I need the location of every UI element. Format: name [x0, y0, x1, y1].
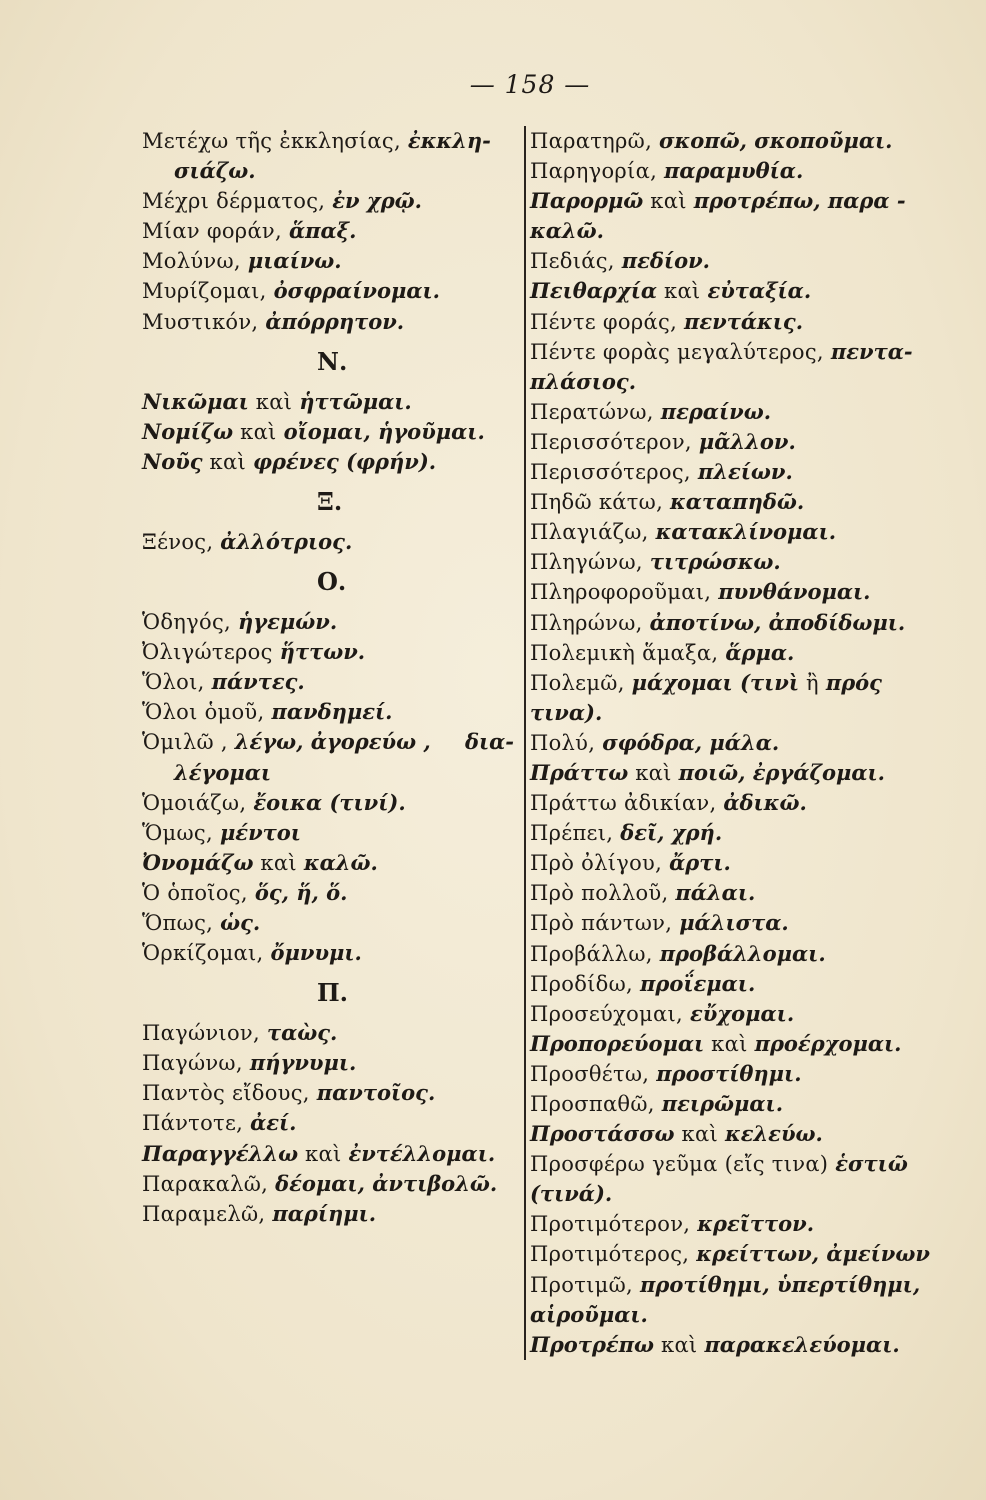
modern-term: Πράττω ἀδικίαν,	[530, 791, 724, 816]
ancient-equivalent: Νικῶμαι	[142, 388, 249, 414]
ancient-equivalent: μιαίνω.	[247, 248, 342, 274]
ancient-equivalent: καλῶ.	[303, 849, 378, 875]
dictionary-entry	[526, 547, 906, 577]
dictionary-entry	[142, 186, 514, 216]
section-letter: Π.	[317, 978, 349, 1008]
connector-word: καὶ	[248, 389, 300, 414]
dictionary-entry	[526, 1270, 921, 1300]
dictionary-entry	[526, 1059, 906, 1089]
dictionary-entry	[526, 427, 906, 457]
ancient-equivalent: περαίνω.	[660, 398, 772, 424]
dictionary-entry	[526, 1209, 906, 1239]
ancient-equivalent: φρένες (φρήν).	[252, 448, 437, 474]
dictionary-entry	[142, 307, 514, 337]
modern-term: Παγώνω,	[142, 1051, 250, 1076]
ancient-equivalent: ὅς, ἥ, ὅ.	[254, 879, 348, 905]
ancient-equivalent: ἀλλότριος.	[220, 528, 353, 554]
dictionary-entry	[526, 969, 906, 999]
dictionary-entry	[526, 728, 906, 758]
ancient-equivalent: καλῶ.	[530, 218, 604, 244]
modern-term: Πάντοτε,	[142, 1111, 251, 1136]
entry-continuation	[142, 156, 514, 186]
entry-continuation	[526, 698, 906, 728]
ancient-equivalent: μᾶλλον.	[698, 428, 796, 454]
ancient-equivalent: πανδημεί.	[271, 699, 393, 725]
modern-term: Ὅλοι,	[142, 670, 212, 695]
dictionary-entry	[142, 246, 514, 276]
ancient-equivalent: παντοῖος.	[316, 1080, 436, 1106]
ancient-equivalent: κρείττων, ἀμείνων	[696, 1241, 930, 1267]
dictionary-entry	[526, 1239, 930, 1269]
ancient-equivalent: πεντα-	[830, 338, 913, 364]
ancient-equivalent: δέομαι, ἀντιβολῶ.	[275, 1170, 498, 1196]
connector-word: καὶ	[628, 760, 679, 785]
ancient-equivalent: ταὼς.	[266, 1020, 338, 1046]
dictionary-entry	[526, 939, 906, 969]
connector-word: καὶ	[253, 850, 304, 875]
dictionary-entry	[526, 1089, 906, 1119]
modern-term: Μίαν φοράν,	[142, 219, 289, 244]
modern-term: Πληροφοροῦμαι,	[530, 580, 719, 605]
ancient-equivalent: Νοῦς	[142, 448, 203, 474]
dictionary-entry	[142, 417, 514, 447]
dictionary-entry	[526, 608, 906, 638]
dictionary-entry	[142, 527, 514, 557]
dictionary-entry	[142, 126, 514, 156]
dictionary-entry	[142, 848, 514, 878]
ancient-equivalent: Προτρέπω	[530, 1331, 655, 1357]
ancient-equivalent: ἐκκλη-	[407, 128, 491, 153]
ancient-equivalent: προτίθημι, ὑπερτίθημι,	[639, 1271, 921, 1297]
dictionary-entry	[142, 276, 514, 306]
ancient-equivalent: δεῖ, χρή.	[620, 820, 723, 846]
dictionary-entry	[526, 878, 906, 908]
ancient-equivalent: ἡγεμών.	[237, 609, 338, 635]
modern-term: Ὅλοι ὁμοῦ,	[142, 700, 272, 725]
ancient-equivalent: παραμυθία.	[664, 158, 804, 184]
modern-term: Περισσότερον,	[530, 429, 699, 454]
ancient-equivalent: Πειθαρχία	[530, 278, 658, 304]
dictionary-entry	[142, 1139, 514, 1169]
modern-term: Προσφέρω γεῦμα (εἴς τινα)	[530, 1152, 836, 1177]
left-column	[142, 126, 514, 1229]
ancient-equivalent: ἀπόρρητον.	[265, 308, 405, 334]
modern-term: Προτιμότερος,	[530, 1242, 697, 1267]
ancient-equivalent: κελεύω.	[724, 1121, 823, 1147]
dictionary-entry	[142, 938, 514, 968]
modern-term: Παρηγορία,	[530, 159, 665, 184]
ancient-equivalent: ἐντέλλομαι.	[348, 1140, 496, 1166]
dictionary-entry	[526, 517, 906, 547]
ancient-equivalent: εὐταξία.	[707, 278, 812, 304]
ancient-equivalent: οἴομαι, ἡγοῦμαι.	[283, 418, 485, 444]
dictionary-entry	[142, 667, 514, 697]
ancient-equivalent: ἥττων.	[279, 639, 366, 665]
ancient-equivalent: τιτρώσκω.	[649, 549, 781, 575]
dictionary-entry	[142, 1169, 514, 1199]
modern-term: Παρατηρῶ,	[530, 129, 660, 153]
modern-term: Προσεύχομαι,	[530, 1001, 690, 1026]
modern-term: Ὅπως,	[142, 910, 221, 935]
ancient-equivalent: ἄρτι.	[669, 850, 731, 876]
ancient-hyphenation: δια-	[464, 729, 514, 755]
ancient-equivalent: μάλιστα.	[679, 910, 789, 936]
ancient-equivalent: λέγω, ἀγορεύω ,	[234, 729, 431, 755]
dictionary-entry	[526, 758, 906, 788]
dictionary-entry	[142, 788, 514, 818]
ancient-equivalent: αἱροῦμαι.	[530, 1301, 648, 1327]
connector-word: καὶ	[674, 1122, 725, 1147]
ancient-equivalent: ἅπαξ.	[288, 218, 357, 244]
ancient-equivalent: πρός	[825, 669, 882, 695]
dictionary-entry	[526, 186, 906, 216]
modern-term: Μέχρι δέρματος,	[142, 189, 333, 214]
ancient-equivalent: ὀσφραίνομαι.	[273, 278, 440, 304]
dictionary-entry	[526, 1330, 906, 1360]
ancient-equivalent: Ὀνομάζω	[142, 849, 254, 875]
section-letter: Ξ.	[317, 486, 343, 516]
ancient-equivalent: Παραγγέλλω	[142, 1140, 299, 1166]
ancient-equivalent: πήγνυμι.	[249, 1050, 357, 1076]
modern-term: Ὁμοιάζω,	[142, 790, 254, 815]
dictionary-entry	[142, 1048, 514, 1078]
dictionary-entry	[142, 1018, 514, 1048]
ancient-equivalent: πάλαι.	[675, 880, 756, 906]
entry-continuation	[526, 367, 906, 397]
modern-term: Μυρίζομαι,	[142, 279, 274, 304]
dictionary-entry	[142, 637, 514, 667]
ancient-equivalent: κατακλίνομαι.	[655, 519, 837, 545]
dictionary-entry	[526, 908, 906, 938]
ancient-equivalent: παρακελεύομαι.	[704, 1331, 900, 1357]
dictionary-entry	[526, 276, 906, 306]
dictionary-entry	[142, 1078, 514, 1108]
right-column	[524, 126, 930, 1360]
modern-term: Πολεμικὴ ἅμαξα,	[530, 640, 726, 665]
modern-term: Πολύ,	[530, 730, 603, 755]
ancient-equivalent: πεντάκις.	[684, 308, 804, 334]
dictionary-entry	[526, 397, 906, 427]
modern-term: Μετέχω τῆς ἐκκλησίας,	[142, 129, 408, 153]
ancient-equivalent: καταπηδῶ.	[670, 489, 805, 515]
ancient-equivalent: προτρέπω, παρα -	[693, 188, 906, 214]
dictionary-entry	[526, 848, 906, 878]
connector-word: καὶ	[654, 1332, 705, 1357]
ancient-equivalent: Πράττω	[530, 759, 629, 785]
dictionary-entry	[142, 818, 514, 848]
ancient-equivalent: ἀεί.	[250, 1110, 297, 1136]
dictionary-entry	[142, 908, 514, 938]
dictionary-entry	[142, 216, 514, 246]
modern-term: Προσπαθῶ,	[530, 1092, 662, 1116]
dictionary-entry	[526, 337, 913, 367]
modern-term: Πέντε φορὰς μεγαλύτερος,	[530, 339, 831, 364]
ancient-equivalent: ἔοικα (τινί).	[253, 789, 406, 815]
modern-term: Πληγώνω,	[530, 550, 650, 575]
modern-term: Περατώνω,	[530, 399, 661, 424]
modern-term: Περισσότερος,	[530, 460, 698, 485]
modern-term: Ὁ ὁποῖος,	[142, 880, 255, 905]
modern-term: Πεδιάς,	[530, 249, 622, 274]
ancient-equivalent: εὔχομαι.	[689, 1000, 795, 1026]
modern-term: Πηδῶ κάτω,	[530, 490, 671, 515]
dictionary-entry	[526, 577, 906, 607]
dictionary-entry	[142, 1108, 514, 1138]
ancient-equivalent: πεδίον.	[621, 248, 710, 274]
ancient-equivalent: πλείων.	[697, 459, 793, 485]
ancient-equivalent: ἀποτίνω, ἀποδίδωμι.	[649, 609, 906, 635]
modern-term: Πλαγιάζω,	[530, 520, 656, 545]
dictionary-entry	[526, 126, 906, 156]
ancient-equivalent: ἐν χρῷ.	[332, 188, 422, 214]
section-letter: Ο.	[317, 567, 347, 597]
modern-term: Προτιμότερον,	[530, 1212, 698, 1237]
ancient-equivalent: (τινά).	[530, 1181, 613, 1207]
page-number: — 158 —	[469, 70, 591, 99]
modern-term: Πρὸ πολλοῦ,	[530, 881, 676, 906]
modern-term: Πολεμῶ,	[530, 670, 632, 695]
dictionary-entry	[526, 638, 906, 668]
modern-term: Προδίδω,	[530, 971, 640, 996]
connector-word: καὶ	[298, 1141, 349, 1166]
ancient-equivalent: ἅρμα.	[725, 639, 795, 665]
ancient-equivalent: πειρῶμαι.	[661, 1091, 784, 1116]
dictionary-entry	[526, 999, 906, 1029]
dictionary-entry	[526, 457, 906, 487]
ancient-equivalent: σκοπῶ, σκοποῦμαι.	[659, 128, 893, 153]
modern-term: Ὅμως,	[142, 820, 220, 845]
modern-term: Ξένος,	[142, 529, 221, 554]
ancient-equivalent: πάντες.	[211, 669, 305, 695]
dictionary-entry	[142, 727, 514, 757]
ancient-equivalent: ἑστιῶ	[835, 1151, 908, 1177]
ancient-equivalent: τινα).	[530, 699, 603, 725]
ancient-equivalent: παρίημι.	[272, 1200, 377, 1226]
connector-word: καὶ	[643, 189, 694, 214]
ancient-equivalent: πυνθάνομαι.	[718, 579, 871, 605]
dictionary-entry	[142, 1199, 514, 1229]
section-letter: Ν.	[317, 346, 348, 376]
dictionary-entry	[142, 387, 514, 417]
dictionary-entry	[526, 1149, 906, 1179]
ancient-equivalent: λέγομαι	[174, 759, 272, 785]
connector-word: ἢ	[799, 670, 826, 695]
modern-term: Ὁρκίζομαι,	[142, 941, 271, 966]
modern-term: Πέντε φοράς,	[530, 309, 685, 334]
ancient-equivalent: Παρορμῶ	[530, 188, 644, 214]
entry-continuation	[142, 758, 514, 788]
ancient-equivalent: Προπορεύομαι	[530, 1030, 705, 1056]
entry-continuation	[526, 1300, 906, 1330]
dictionary-entry	[142, 447, 514, 477]
modern-term: Προτιμῶ,	[530, 1272, 640, 1297]
connector-word: καὶ	[657, 279, 708, 304]
dictionary-entry	[526, 487, 906, 517]
ancient-equivalent: ὄμνυμι.	[270, 940, 362, 966]
dictionary-entry	[526, 1029, 906, 1059]
ancient-equivalent: Νομίζω	[142, 418, 234, 444]
entry-main	[142, 126, 491, 156]
modern-term: Ὀλιγώτερος	[142, 640, 280, 665]
dictionary-entry	[526, 307, 906, 337]
ancient-equivalent: πλάσιος.	[530, 368, 637, 394]
ancient-equivalent: μάχομαι (τινὶ	[631, 669, 799, 695]
ancient-equivalent: Προστάσσω	[530, 1121, 675, 1147]
modern-term: Πρέπει,	[530, 821, 621, 846]
dictionary-entry	[526, 668, 906, 698]
ancient-equivalent: μέντοι	[219, 819, 301, 845]
dictionary-entry	[142, 697, 514, 727]
modern-term: Ὁδηγός,	[142, 610, 238, 635]
entry-continuation	[526, 216, 906, 246]
ancient-equivalent: ποιῶ, ἐργάζομαι.	[678, 759, 885, 785]
ancient-equivalent: προέρχομαι.	[754, 1030, 902, 1056]
dictionary-entry	[526, 246, 906, 276]
modern-term: Μολύνω,	[142, 249, 248, 274]
dictionary-entry	[526, 818, 906, 848]
modern-term: Πρὸ πάντων,	[530, 911, 680, 936]
entry-main	[142, 727, 431, 757]
modern-term: Παντὸς εἴδους,	[142, 1081, 317, 1106]
dictionary-entry	[526, 788, 906, 818]
ancient-equivalent: ἀδικῶ.	[723, 790, 807, 816]
dictionary-entry	[142, 878, 514, 908]
dictionary-entry	[526, 1119, 906, 1149]
connector-word: καὶ	[202, 449, 253, 474]
ancient-equivalent: σφόδρα, μάλα.	[602, 729, 780, 755]
modern-term: Ὁμιλῶ ,	[142, 730, 235, 755]
modern-term: Πρὸ ὀλίγου,	[530, 851, 670, 876]
ancient-equivalent: ὡς.	[220, 909, 261, 935]
modern-term: Μυστικόν,	[142, 309, 266, 334]
modern-term: Προσθέτω,	[530, 1061, 657, 1086]
modern-term: Πληρώνω,	[530, 610, 650, 635]
connector-word: καὶ	[704, 1031, 755, 1056]
modern-term: Παρακαλῶ,	[142, 1171, 276, 1196]
dictionary-entry	[526, 156, 906, 186]
ancient-equivalent: προστίθημι.	[656, 1060, 802, 1086]
ancient-equivalent: σιάζω.	[174, 158, 256, 184]
ancient-equivalent: ἡττῶμαι.	[299, 388, 412, 414]
ancient-equivalent: προβάλλομαι.	[659, 940, 826, 966]
modern-term: Παραμελῶ,	[142, 1201, 273, 1226]
modern-term: Προβάλλω,	[530, 941, 660, 966]
dictionary-entry	[142, 607, 514, 637]
ancient-equivalent: προΐεμαι.	[640, 970, 756, 996]
connector-word: καὶ	[233, 419, 284, 444]
entry-continuation	[526, 1179, 906, 1209]
modern-term: Παγώνιον,	[142, 1021, 267, 1046]
ancient-equivalent: κρεῖττον.	[697, 1211, 815, 1237]
